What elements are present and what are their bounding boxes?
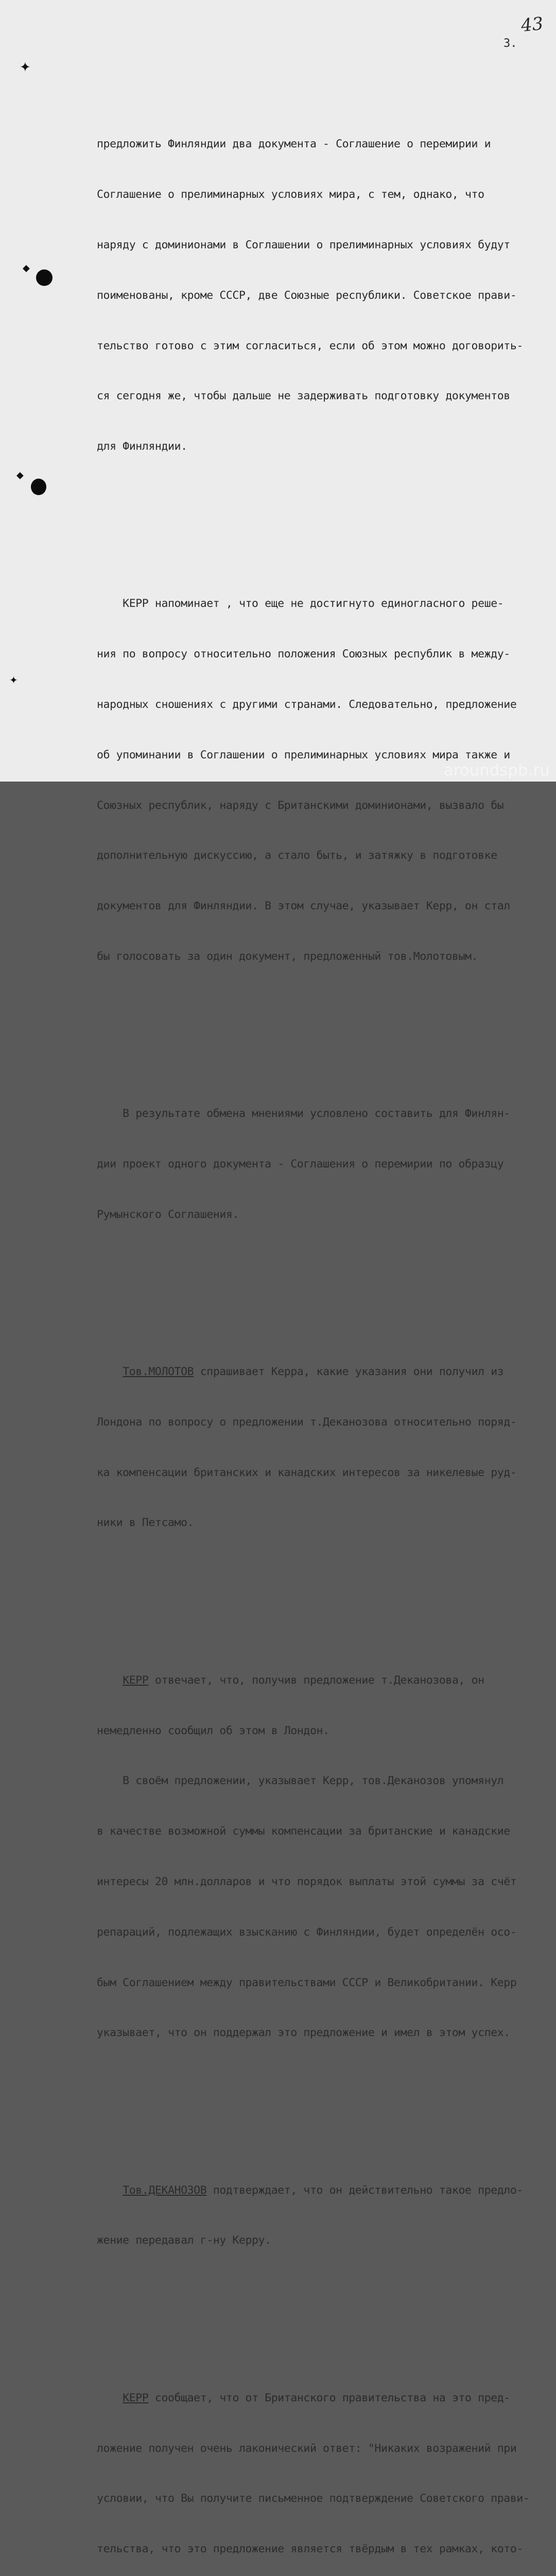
page-number: 3. (503, 37, 517, 50)
paragraph: КЕРР отвечает, что, получив предложение т.Деканозова, он немедленно сообщил об этом в Лондон. В своём предложении, указывает Керр, тов.Деканозов упомянул в качестве возможной суммы компенсации за британские и канадские интересы 20 млн.долларов и что порядок выплаты этой суммы за счёт репараций, подлежащих взысканию с Финляндии, будет определён осо- бым Соглашением между правительствами СССР и Великобритании. Керр указывает, что он поддержал это предложение и имел в этом успех. (97, 1673, 517, 2040)
speaker-name: Тов.ДЕКАНОЗОВ (123, 2183, 207, 2197)
punch-hole (31, 479, 46, 495)
punch-hole (36, 269, 53, 286)
handwritten-sheet-number: 43 (520, 13, 545, 37)
paragraph: предложить Финляндии два документа - Соглашение о перемирии и Соглашение о прелиминарных условиях мира, с тем, однако, что наряду с доминионами в Соглашении о прелиминарных условиях будут поименованы, кроме СССР, две Союзные республики. Советское прави- тельство готово с этим согласиться, если об этом можно договорить- ся сегодня же, чтобы дальше не задерживать подготовку документов для Финляндии. (97, 138, 523, 453)
margin-mark: ✦ (20, 60, 31, 75)
paragraph: КЕРР сообщает, что от Британского правительства на это пред- ложение получен очень лаконический ответ: "Никаких возражений при условии, что Вы получите письменное подтверждение Советского прави- тельства, что это предложение является твёрдым в тех рамках, кото- (97, 2391, 530, 2556)
paragraph: В результате обмена мнениями условлено составить для Финлян- дии проект одного документа - Соглашения о перемирии по образцу Румынского Соглашения. (97, 1107, 510, 1221)
watermark: aroundspb.ru (444, 761, 550, 779)
paragraph: Тов.ДЕКАНОЗОВ подтверждает, что он действительно такое предло- жение передавал г-ну Керру. (97, 2183, 523, 2247)
margin-mark: ✦ (9, 674, 18, 686)
speaker-name: КЕРР (123, 1673, 149, 1687)
margin-mark: ◆ (23, 263, 30, 274)
speaker-name: Тов.МОЛОТОВ (123, 1365, 194, 1379)
paragraph: КЕРР напоминает , что еще не достигнуто единогласного реше- ния по вопросу относительно положения Союзных республик в между- народных сношениях с другими странами. Следовательно, предложение об упоминании в Соглашении о прелиминарных условиях мира также и Союзных республик, наряду с Британскими доминионами, вызвало бы дополнительную дискуссию, а стало быть, и затяжку в подготовке документов для Финляндии. В этом случае, указывает Керр, он стал бы голосовать за один документ, предложенный тов.Молотовым. (97, 597, 517, 963)
margin-mark: ◆ (16, 470, 24, 481)
speaker-name: КЕРР (123, 2391, 149, 2404)
document-body (97, 69, 550, 2576)
paragraph: Тов.МОЛОТОВ спрашивает Керра, какие указания они получил из Лондона по вопросу о предложении т.Деканозова относительно поряд- ка компенсации британских и канадских интересов за никелевые руд- ники в Петсамо. (97, 1365, 517, 1530)
